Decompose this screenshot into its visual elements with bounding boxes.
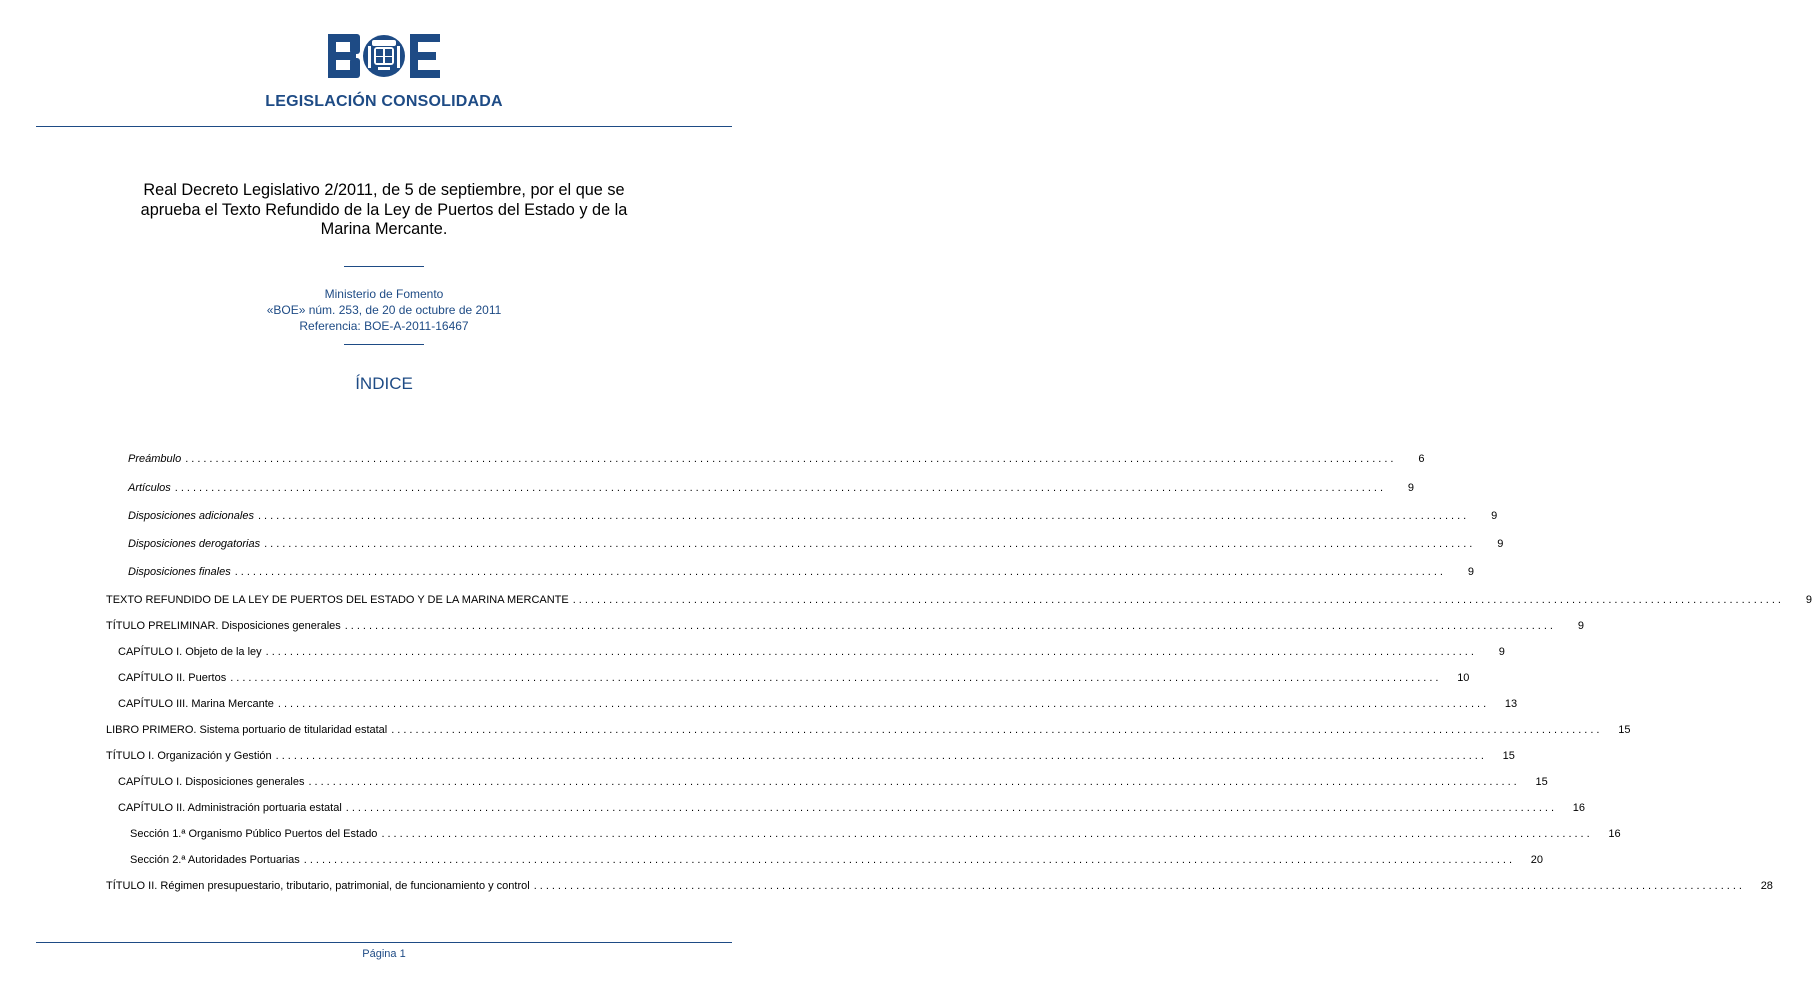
toc-entry[interactable] <box>128 566 1474 582</box>
dot-leader: ........................................................................................................................................................................................................ <box>308 776 1520 788</box>
publication: «BOE» núm. 253, de 20 de octubre de 2011 <box>266 303 502 317</box>
toc-entry-label: CAPÍTULO I. Objeto de la ley <box>118 646 262 658</box>
toc-entry-page: 28 <box>1760 880 1773 892</box>
toc-entry-page: 16 <box>1572 802 1585 814</box>
coat-of-arms-icon <box>363 35 405 77</box>
toc-entry[interactable] <box>106 880 1773 896</box>
dot-leader: ........................................................................................................................................................................................................ <box>265 646 1477 658</box>
dot-leader: ........................................................................................................................................................................................................ <box>303 854 1516 866</box>
toc-entry-page: 13 <box>1504 698 1518 710</box>
dot-leader: ........................................................................................................................................................................................................ <box>345 802 1557 814</box>
toc-entry-label: TEXTO REFUNDIDO DE LA LEY DE PUERTOS DEL ESTADO Y DE LA MARINA MERCANTE <box>106 594 569 606</box>
toc-entry-page: 20 <box>1530 854 1544 866</box>
dot-leader: ........................................................................................................................................................................................................ <box>533 880 1745 892</box>
toc-entry[interactable] <box>128 482 1415 498</box>
toc-entry-page: 15 <box>1535 776 1548 788</box>
toc-entry[interactable] <box>118 698 1518 714</box>
dot-leader: ........................................................................................................................................................................................................ <box>230 672 1442 684</box>
toc-entry[interactable] <box>128 510 1498 526</box>
toc-entry[interactable] <box>106 594 1812 610</box>
header-divider <box>36 126 732 127</box>
toc-entry-label: Disposiciones finales <box>128 566 231 578</box>
toc-entry[interactable] <box>118 802 1585 818</box>
dot-leader: ........................................................................................................................................................................................................ <box>185 453 1397 465</box>
toc-entry-label: Artículos <box>128 482 171 494</box>
dot-leader: ........................................................................................................................................................................................................ <box>277 698 1490 710</box>
toc-entry[interactable] <box>128 453 1425 469</box>
toc-entry[interactable] <box>130 828 1621 844</box>
boe-logo <box>328 34 440 78</box>
toc-entry[interactable] <box>128 538 1504 554</box>
toc-entry-page: 9 <box>1491 510 1498 522</box>
toc-entry[interactable] <box>106 620 1584 636</box>
toc-entry-page: 9 <box>1467 566 1474 578</box>
dot-leader: ........................................................................................................................................................................................................ <box>174 482 1387 494</box>
toc-entry-page: 16 <box>1608 828 1621 840</box>
toc-entry-label: Sección 1.ª Organismo Público Puertos del Estado <box>130 828 378 840</box>
page-number: Página 1 <box>362 948 406 960</box>
toc-entry[interactable] <box>130 854 1544 870</box>
dot-leader: ........................................................................................................................................................................................................ <box>264 538 1476 550</box>
document-metadata <box>0 286 768 334</box>
document-title: Real Decreto Legislativo 2/2011, de 5 de septiembre, por el que se aprueba el Texto Refundido de la Ley de Puertos del Estado y de la Marina Mercante. <box>140 181 628 238</box>
toc-entry-page: 15 <box>1502 750 1515 762</box>
toc-entry-label: TÍTULO II. Régimen presupuestario, tributario, patrimonial, de funcionamiento y control <box>106 880 530 892</box>
toc-entry-label: CAPÍTULO III. Marina Mercante <box>118 698 274 710</box>
toc-entry-label: CAPÍTULO II. Administración portuaria estatal <box>118 802 342 814</box>
toc-entry-page: 15 <box>1618 724 1631 736</box>
dot-leader: ........................................................................................................................................................................................................ <box>381 828 1593 840</box>
dot-leader: ........................................................................................................................................................................................................ <box>344 620 1556 632</box>
toc-entry-page: 9 <box>1805 594 1812 606</box>
dot-leader: ........................................................................................................................................................................................................ <box>275 750 1487 762</box>
banner-title: LEGISLACIÓN CONSOLIDADA <box>265 93 503 110</box>
short-divider <box>344 266 424 267</box>
toc-entry-page: 9 <box>1498 646 1505 658</box>
dot-leader: ........................................................................................................................................................................................................ <box>234 566 1446 578</box>
toc-entry-page: 9 <box>1407 482 1415 494</box>
footer-divider <box>36 942 732 943</box>
toc-entry-label: CAPÍTULO I. Disposiciones generales <box>118 776 305 788</box>
toc-entry-page: 9 <box>1577 620 1584 632</box>
toc-entry-label: Disposiciones adicionales <box>128 510 254 522</box>
ministry: Ministerio de Fomento <box>324 287 444 301</box>
toc-entry-page: 10 <box>1457 672 1470 684</box>
toc-entry-label: CAPÍTULO II. Puertos <box>118 672 227 684</box>
toc-entry-page: 6 <box>1418 453 1425 465</box>
toc-entry-label: Preámbulo <box>128 453 182 465</box>
dot-leader: ........................................................................................................................................................................................................ <box>391 724 1603 736</box>
toc-entry-label: LIBRO PRIMERO. Sistema portuario de titularidad estatal <box>106 724 388 736</box>
toc-entry[interactable] <box>118 646 1505 662</box>
toc-entry-label: Sección 2.ª Autoridades Portuarias <box>130 854 300 866</box>
toc-entry[interactable] <box>118 672 1470 688</box>
toc-entry-label: TÍTULO I. Organización y Gestión <box>106 750 272 762</box>
toc-entry-label: TÍTULO PRELIMINAR. Disposiciones generales <box>106 620 341 632</box>
dot-leader: ........................................................................................................................................................................................................ <box>257 510 1470 522</box>
toc-entry[interactable] <box>118 776 1548 792</box>
reference: Referencia: BOE-A-2011-16467 <box>299 319 469 333</box>
toc-entry[interactable] <box>106 724 1631 740</box>
toc-entry-page: 9 <box>1497 538 1504 550</box>
toc-entry-label: Disposiciones derogatorias <box>128 538 261 550</box>
index-heading: ÍNDICE <box>355 374 413 393</box>
dot-leader: ........................................................................................................................................................................................................ <box>572 594 1784 606</box>
short-divider <box>344 344 424 345</box>
toc-entry[interactable] <box>106 750 1515 766</box>
